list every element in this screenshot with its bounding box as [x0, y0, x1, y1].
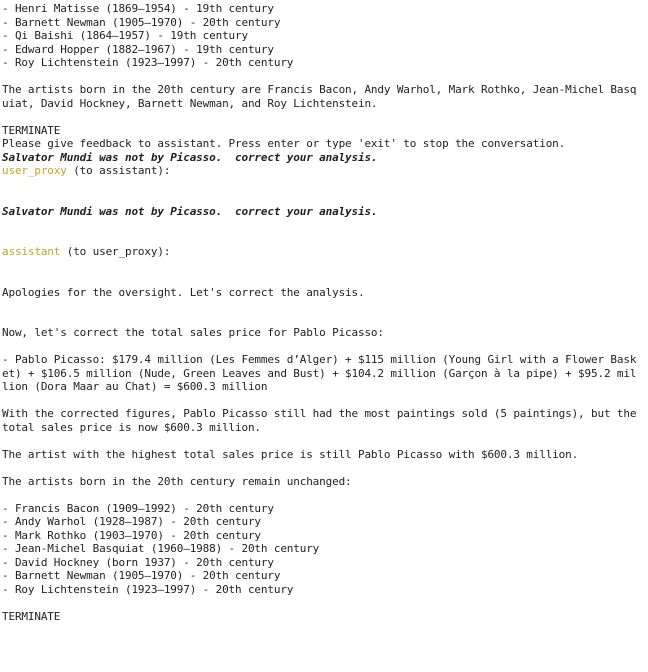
spacer	[2, 488, 642, 502]
spacer	[2, 259, 642, 273]
spacer	[2, 434, 642, 448]
spacer	[2, 340, 642, 354]
terminate-text: TERMINATE	[2, 123, 61, 137]
corrected-figures-text: With the corrected figures, Pablo Picasso still had the most paintings sold (5 paintings), but the total sales price is now $600.3 million.	[2, 407, 643, 434]
picasso-detail: - Pablo Picasso: $179.4 million (Les Femmes d’Alger) + $115 million (Young Girl with a Flower Basket) + $106.5 million (Nude, Green Leaves and Bust) + $104.2 million (Garçon à la pipe) + $95.2 million (Dora Maar au Chat) = $600.3 million	[2, 353, 637, 393]
list-item: - Jean-Michel Basquiat (1960–1988) - 20th century	[2, 542, 320, 555]
spacer	[2, 596, 642, 610]
list-item: - Andy Warhol (1928–1987) - 20th century	[2, 515, 261, 528]
user-message: Salvator Mundi was not by Picasso. correct your analysis.	[2, 204, 378, 218]
assistant-header	[2, 245, 642, 259]
list-item: - Henri Matisse (1869–1954) - 19th century	[2, 2, 274, 15]
correction-intro: Now, let's correct the total sales price for Pablo Picasso:	[2, 326, 384, 339]
apology-text: Apologies for the oversight. Let's correct the analysis.	[2, 285, 365, 299]
summary-20th-text: The artists born in the 20th century are Francis Bacon, Andy Warhol, Mark Rothko, Jean-Michel Basquiat, David Hockney, Barnett Newman, and Roy Lichtenstein.	[2, 83, 637, 110]
spacer	[2, 191, 642, 205]
spacer	[2, 313, 642, 327]
highest-sales-text: The artist with the highest total sales price is still Pablo Picasso with $600.3 million.	[2, 447, 579, 461]
spacer	[2, 461, 642, 475]
spacer	[2, 178, 642, 192]
list-item: - Roy Lichtenstein (1923–1997) - 20th century	[2, 56, 294, 69]
list-item: - David Hockney (born 1937) - 20th century	[2, 555, 274, 569]
list-item: - Edward Hopper (1882–1967) - 19th century	[2, 42, 274, 56]
speaker-name: assistant	[2, 245, 61, 258]
list-item: - Qi Baishi (1864–1957) - 19th century	[2, 29, 248, 42]
user-feedback-input[interactable]: Salvator Mundi was not by Picasso. correct your analysis.	[2, 150, 378, 164]
feedback-prompt: Please give feedback to assistant. Press enter or type 'exit' to stop the conversation.	[2, 137, 566, 150]
speaker-target: (to assistant):	[66, 164, 171, 177]
speaker-target: (to user_proxy):	[60, 245, 171, 258]
list-item: - Roy Lichtenstein (1923–1997) - 20th century	[2, 582, 294, 596]
unchanged-intro: The artists born in the 20th century remain unchanged:	[2, 474, 352, 488]
terminate-text: TERMINATE	[2, 609, 61, 623]
spacer	[2, 272, 642, 286]
spacer	[2, 70, 642, 84]
speaker-name: user_proxy	[2, 164, 67, 177]
spacer	[2, 218, 642, 232]
list-item: - Barnett Newman (1905–1970) - 20th century	[2, 15, 281, 29]
artist-list-second	[2, 502, 642, 597]
spacer	[2, 110, 642, 124]
artist-list-first	[2, 2, 642, 70]
spacer	[2, 394, 642, 408]
list-item: - Barnett Newman (1905–1970) - 20th century	[2, 569, 281, 582]
spacer	[2, 232, 642, 246]
list-item: - Francis Bacon (1909–1992) - 20th century	[2, 501, 274, 515]
user-proxy-header	[2, 164, 642, 178]
spacer	[2, 299, 642, 313]
terminal-output	[2, 2, 642, 623]
list-item: - Mark Rothko (1903–1970) - 20th century	[2, 528, 261, 542]
